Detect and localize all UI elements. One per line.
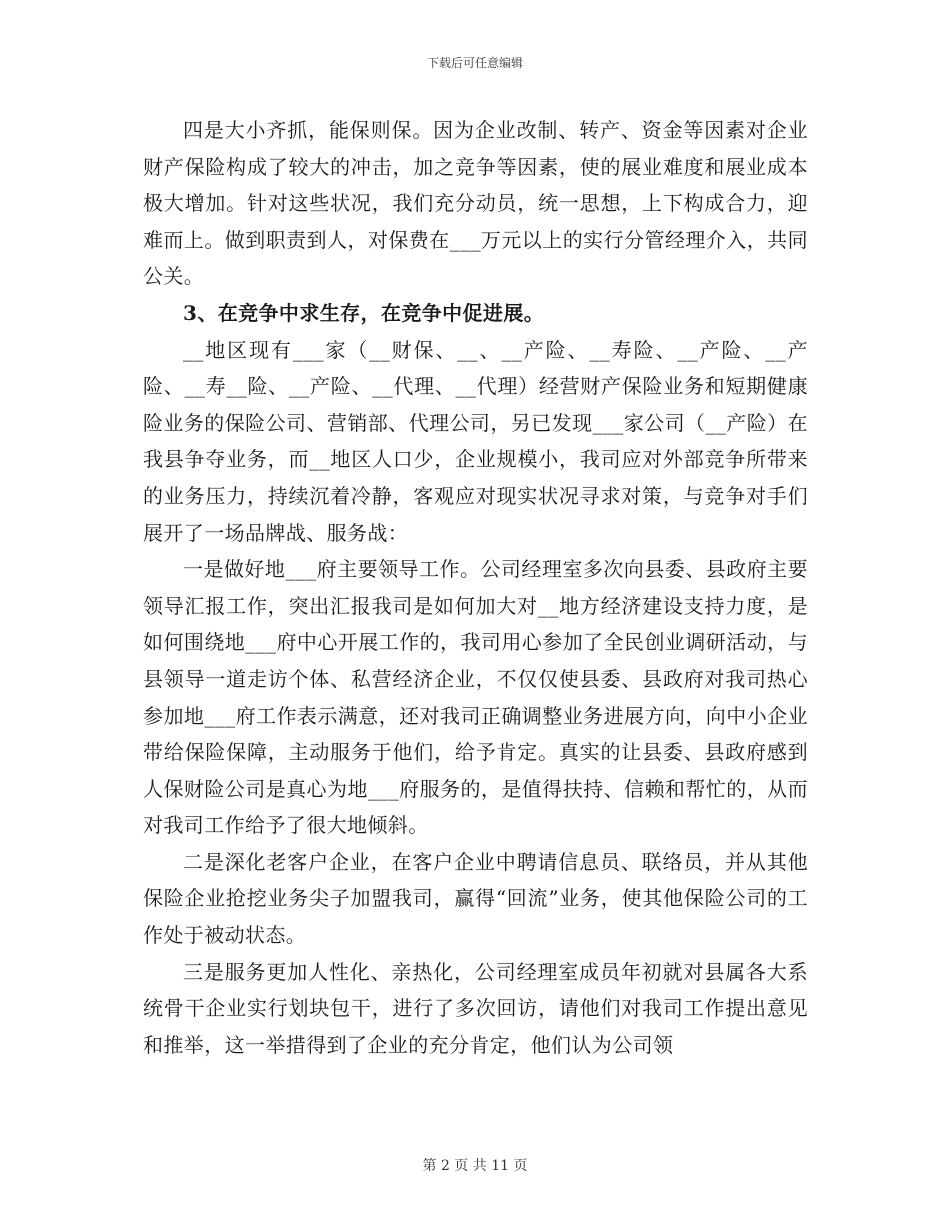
section-heading: 3、在竞争中求生存，在竞争中促进展。 xyxy=(183,300,545,325)
paragraph-item-3: 三是服务更加人性化、亲热化，公司经理室成员年初就对县属各大系统骨干企业实行划块包干，进行了多次回访，请他们对我司工作提出意见和推举，这一举措得到了企业的充分肯定，他们认为公司领 xyxy=(143,959,808,1057)
paragraph-item-4: 四是大小齐抓，能保则保。因为企业改制、转产、资金等因素对企业财产保险构成了较大的冲击，加之竞争等因素，使的展业难度和展业成本极大增加。针对这些状况，我们充分动员，统一思想，上下构成合力，迎难而上。做到职责到人，对保费在___万元以上的实行分管经理介入，共同公关。 xyxy=(143,118,808,289)
page-footer: 第 2 页 共 11 页 xyxy=(422,1158,528,1174)
document-body xyxy=(143,112,808,1063)
paragraph-item-2: 二是深化老客户企业，在客户企业中聘请信息员、联络员，并从其他保险企业抢挖业务尖子加盟我司，赢得“回流”业务，使其他保险公司的工作处于被动状态。 xyxy=(143,849,808,948)
page-header: 下载后可任意编辑 xyxy=(426,56,523,70)
paragraph-competition: __地区现有___家（__财保、__、__产险、__寿险、__产险、__产险、__寿__险、__产险、__代理、__代理）经营财产保险业务和短期健康险业务的保险公司、营销部、代理公司，另已发现___家公司（__产险）在我县争夺业务，而__地区人口少，企业规模小，我司应对外部竞争所带来的业务压力，持续沉着冷静，客观应对现实状况寻求对策，与竞争对手们展开了一场品牌战、服务战： xyxy=(143,337,808,545)
paragraph-item-1: 一是做好地___府主要领导工作。公司经理室多次向县委、县政府主要领导汇报工作，突出汇报我司是如何加大对__地方经济建设支持力度，是如何围绕地___府中心开展工作的，我司用心参加了全民创业调研活动，与县领导一道走访个体、私营经济企业，不仅仅使县委、县政府对我司热心参加地___府工作表示满意，还对我司正确调整业务进展方向，向中小企业带给保险保障，主动服务于他们，给予肯定。真实的让县委、县政府感到人保财险公司是真心为地___府服务的，是值得扶持、信赖和帮忙的，从而对我司工作给予了很大地倾斜。 xyxy=(143,557,808,838)
